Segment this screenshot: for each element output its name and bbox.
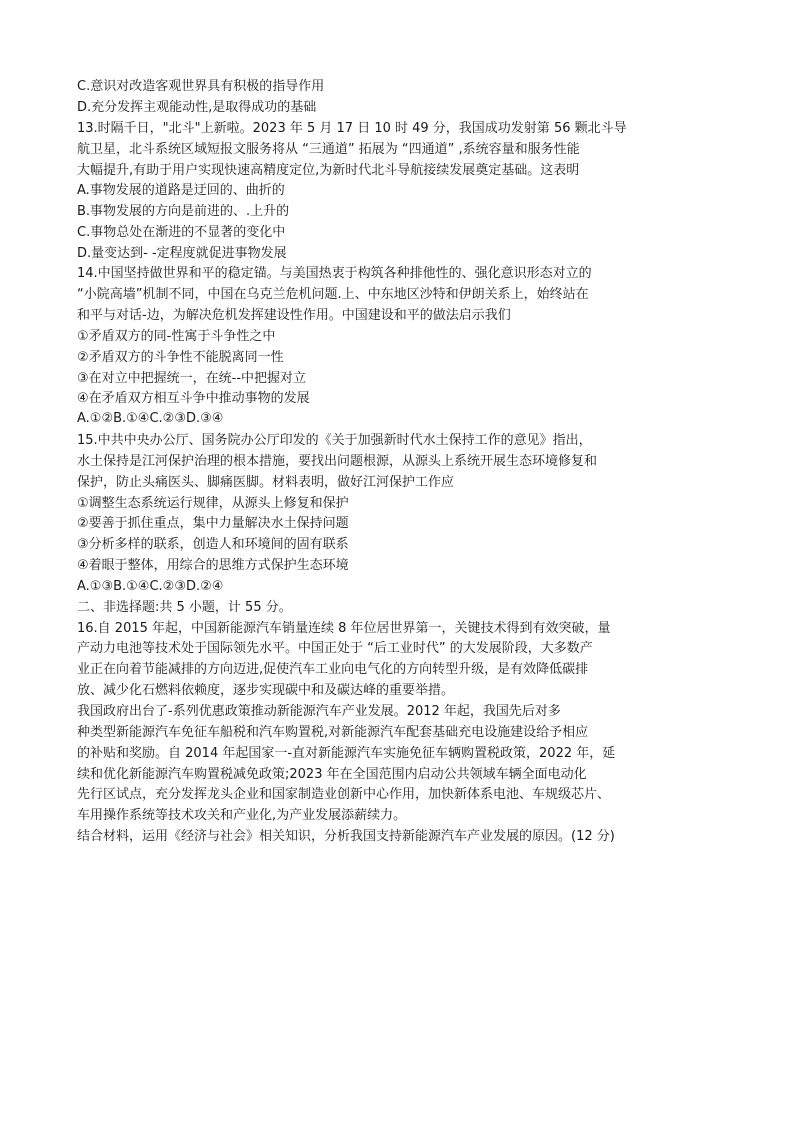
text-line: 保护，防止头痛医头、脚痛医脚。材料表明，做好江河保护工作应 [77,475,455,490]
text-line: 产动力电池等技术处于国际领先水平。中国正处于 “后工业时代” 的大发展阶段，大多数产 [77,641,593,656]
text-line: 水土保持是江河保护治理的根本措施，要找出问题根源，从源头上系统开展生态环境修复和 [77,454,598,469]
text-line: 我国政府出台了-系列优惠政策推动新能源汽车产业发展。2012 年起，我国先后对多 [77,704,561,719]
text-line: ②要善于抓住重点，集中力量解决水土保持问题 [77,516,349,531]
text-line: 15.中共中央办公厅、国务院办公厅印发的《关于加强新时代水土保持工作的意见》指出， [77,433,592,448]
text-line: ②矛盾双方的斗争性不能脱离同一性 [77,350,284,365]
text-line: ①调整生态系统运行规律，从源头上修复和保护 [77,496,349,511]
text-line: 先行区试点，充分发挥龙头企业和国家制造业创新中心作用，加快新体系电池、车规级芯片、 [77,787,611,802]
text-line: B.事物发展的方向是前进的、.上升的 [77,204,290,219]
text-line: D.充分发挥主观能动性,是取得成功的基础 [77,100,317,115]
text-line: A.①③B.①④C.②③D.②④ [77,579,224,594]
text-line: ④着眼于整体，用综合的思维方式保护生态环境 [77,558,349,573]
text-line: 16.自 2015 年起，中国新能源汽车销量连续 8 年位居世界第一，关键技术得到有效突破，量 [77,621,611,636]
text-line: C.意识对改造客观世界具有积极的指导作用 [77,79,325,94]
text-line: 种类型新能源汽车免征车船税和汽车购置税,对新能源汽车配套基础充电设施建设给予相应 [77,725,589,740]
text-line: C.事物总处在渐进的不显著的变化中 [77,225,286,240]
text-line: 13.时隔千日，"北斗"上新啦。2023 年 5 月 17 日 10 时 49 分，我国成功发射第 56 颗北斗导 [77,121,627,136]
text-line: 航卫星，北斗系统区域短报文服务将从 “三通道” 拓展为 “四通道” ,系统容量和服务性能 [77,142,580,157]
text-line: 放、减少化石燃料依赖度，逐步实现碳中和及碳达峰的重要举措。 [77,683,455,698]
text-line: ①矛盾双方的同-性寓于斗争性之中 [77,329,276,344]
text-line: ③分析多样的联系，创造人和环境间的固有联系 [77,537,349,552]
text-line: 的补贴和奖励。自 2014 年起国家一-直对新能源汽车实施免征车辆购置税政策，2022 年，延 [77,746,616,761]
text-line: D.量变达到- -定程度就促进事物发展 [77,246,287,261]
text-line: A.①②B.①④C.②③D.③④ [77,411,224,426]
text-line: 结合材料，运用《经济与社会》相关知识，分析我国支持新能源汽车产业发展的原因。(12 分) [77,829,615,844]
text-line: 车用操作系统等技术攻关和产业化,为产业发展添薪续力。 [77,808,407,823]
text-line: 二、非选择题:共 5 小题，计 55 分。 [77,600,292,615]
text-line: ③在对立中把握统一，在统--中把握对立 [77,371,307,386]
text-line: 14.中国坚持做世界和平的稳定锚。与美国热衷于构筑各种排他性的、强化意识形态对立的 [77,266,592,281]
text-line: “小院高墙”机制不同，中国在乌克兰危机问题.上、中东地区沙特和伊朗关系上，始终站在 [77,287,589,302]
text-line: ④在矛盾双方相互斗争中推动事物的发展 [77,391,310,406]
text-line: 大幅提升,有助于用户实现快速高精度定位,为新时代北斗导航接续发展奠定基础。这表明 [77,163,580,178]
text-line: 和平与对话-边，为解决危机发挥建设性作用。中国建设和平的做法启示我们 [77,308,511,323]
text-line: 业正在向着节能减排的方向迈进,促使汽车工业向电气化的方向转型升级，是有效降低碳排 [77,662,589,677]
text-line: A.事物发展的道路是迂回的、曲折的 [77,183,285,198]
text-line: 续和优化新能源汽车购置税减免政策;2023 年在全国范围内启动公共领域车辆全面电动化 [77,767,587,782]
